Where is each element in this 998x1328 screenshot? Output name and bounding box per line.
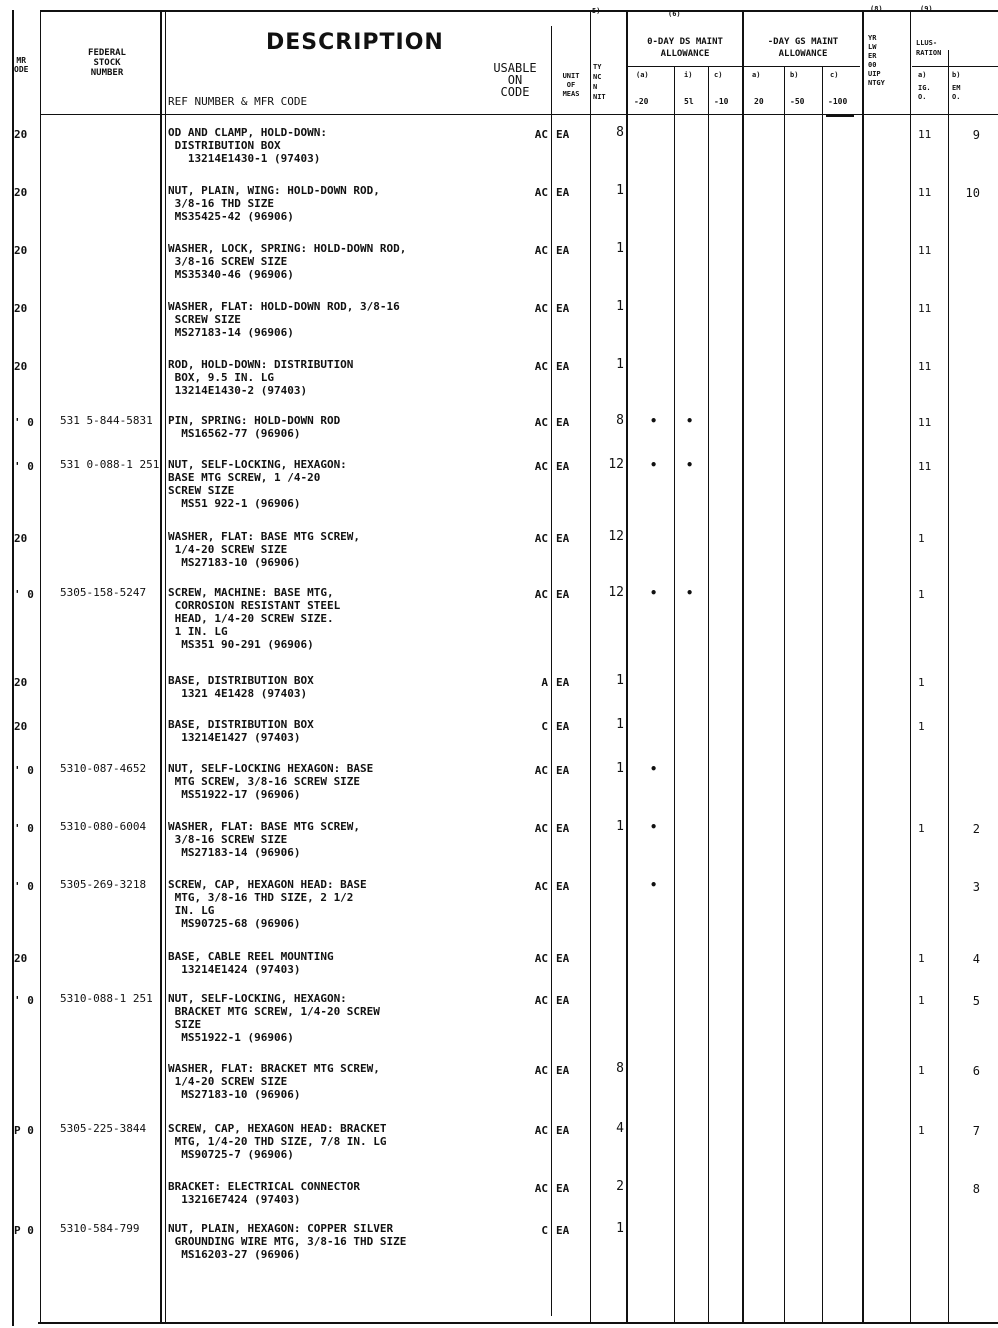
row-fig-number: 1 (918, 532, 925, 545)
header-gs-sub-c: c) (830, 71, 839, 79)
row-smr-code: 20 (14, 128, 28, 141)
row-stock-number: 5305-269-3218 (60, 878, 147, 891)
row-unit-of-measure: EA (556, 1182, 570, 1195)
row-fig-number: 1 (918, 588, 925, 601)
row-stock-number: 531 5-844-5831 (60, 414, 153, 427)
row-unit-of-measure: EA (556, 1064, 570, 1077)
row-usable-on-code: AC (534, 952, 548, 965)
header-col5: 5) (592, 7, 601, 15)
header-gs-sub2-a: 20 (754, 97, 764, 106)
row-usable-on-code: AC (534, 460, 548, 473)
col-rule-qty (626, 10, 628, 1324)
header-ds-sub2-b: 5l (684, 97, 694, 106)
row-description: WASHER, FLAT: BRACKET MTG SCREW, 1/4-20 SCREW SIZE MS27183-10 (96906) (168, 1062, 380, 1101)
row-unit-of-measure: EA (556, 822, 570, 835)
row-description: WASHER, FLAT: BASE MTG SCREW, 1/4-20 SCREW SIZE MS27183-10 (96906) (168, 530, 361, 569)
row-usable-on-code: AC (534, 416, 548, 429)
row-description: OD AND CLAMP, HOLD-DOWN: DISTRIBUTION BOX 13214E1430-1 (97403) (168, 126, 327, 165)
row-description: NUT, SELF-LOCKING HEXAGON: BASE MTG SCREW, 3/8-16 SCREW SIZE MS51922-17 (96906) (168, 762, 374, 801)
row-description: BASE, CABLE REEL MOUNTING 13214E1424 (97403) (168, 950, 334, 976)
row-qty: 2 (616, 1179, 624, 1194)
header-sub-rule-ill (912, 66, 998, 67)
header-ds-sub2-c: -10 (714, 97, 729, 106)
row-fig-number: 11 (918, 186, 932, 199)
header-ill-sub2-a: IG. O. (918, 84, 931, 101)
row-fig-number: 11 (918, 416, 932, 429)
header-gs-allowance: -DAY GS MAINT ALLOWANCE (767, 37, 839, 59)
row-smr-code: P 0 (14, 1224, 34, 1237)
row-smr-code: 20 (14, 186, 28, 199)
header-gs-sub2-c: -100 (828, 97, 848, 106)
header-yr-per-equip: YR LW ER 00 UIP NTGY (868, 34, 885, 87)
row-description: BRACKET: ELECTRICAL CONNECTOR 13216E7424 (97403) (168, 1180, 361, 1206)
row-unit-of-measure: EA (556, 302, 570, 315)
col-rule-fsn (160, 10, 162, 1324)
row-smr-code: 20 (14, 532, 28, 545)
row-item-number: 4 (972, 952, 980, 966)
header-federal-stock-number: FEDERAL STOCK NUMBER (88, 48, 126, 78)
row-unit-of-measure: EA (556, 186, 570, 199)
row-usable-on-code: AC (534, 880, 548, 893)
row-unit-of-measure: EA (556, 720, 570, 733)
header-ds-sub-b: i) (684, 71, 693, 79)
header-col6: (6) (668, 10, 681, 18)
row-unit-of-measure: EA (556, 952, 570, 965)
header-smr-code: MR ODE (14, 56, 29, 74)
col-rule-ds-a (674, 66, 675, 1324)
row-unit-of-measure: EA (556, 994, 570, 1007)
row-item-number: 3 (972, 880, 980, 894)
header-ill-sub-b: b) (952, 71, 961, 79)
header-unit-of-meas: UNIT OF MEAS (562, 72, 580, 98)
row-qty: 1 (616, 761, 624, 776)
row-qty: 8 (616, 1061, 624, 1076)
row-qty: 1 (616, 819, 624, 834)
row-qty: 12 (608, 529, 624, 544)
row-smr-code: 20 (14, 360, 28, 373)
row-usable-on-code: AC (534, 1182, 548, 1195)
row-unit-of-measure: EA (556, 532, 570, 545)
row-smr-code: 20 (14, 676, 28, 689)
row-fig-number: 1 (918, 676, 925, 689)
row-usable-on-code: AC (534, 822, 548, 835)
header-gs-sub-a: a) (752, 71, 761, 79)
header-ds-allowance: 0-DAY DS MAINT ALLOWANCE (647, 37, 723, 59)
row-qty: 1 (616, 717, 624, 732)
row-item-number: 9 (972, 128, 980, 142)
row-qty: 12 (608, 457, 624, 472)
row-smr-code: ' 0 (14, 460, 34, 473)
page-title: DESCRIPTION (266, 30, 444, 55)
row-usable-on-code: AC (534, 302, 548, 315)
row-usable-on-code: C (541, 1224, 548, 1237)
col-rule-ds (742, 10, 744, 1324)
header-illustration: LLUS- RATION (916, 39, 942, 57)
row-smr-code: ' 0 (14, 764, 34, 777)
row-qty: 1 (616, 299, 624, 314)
col-rule-gs-b (822, 66, 823, 1324)
row-fig-number: 1 (918, 952, 925, 965)
row-unit-of-measure: EA (556, 676, 570, 689)
col-rule-ds-b (708, 66, 709, 1324)
row-stock-number: 5310-088-1 251 (60, 992, 153, 1005)
row-stock-number: 5310-584-799 (60, 1222, 140, 1235)
row-fig-number: 1 (918, 994, 925, 1007)
row-qty: 8 (616, 125, 624, 140)
row-qty: 1 (616, 673, 624, 688)
row-stock-number: 531 0-088-1 251 (60, 458, 160, 471)
header-ill-sub2-b: EM O. (952, 84, 961, 101)
row-stock-number: 5305-158-5247 (60, 586, 147, 599)
row-qty: 4 (616, 1121, 624, 1136)
col-rule-smr (40, 10, 41, 1324)
row-description: BASE, DISTRIBUTION BOX 1321 4E1428 (97403) (168, 674, 314, 700)
header-bottom-tick (826, 114, 854, 117)
row-usable-on-code: AC (534, 764, 548, 777)
row-description: SCREW, MACHINE: BASE MTG, CORROSION RESISTANT STEEL HEAD, 1/4-20 SCREW SIZE. 1 IN. LG MS351 90-291 (96906) (168, 586, 341, 651)
header-bottom-rule (40, 114, 998, 115)
frame-top-rule (40, 10, 998, 12)
row-usable-on-code: C (541, 720, 548, 733)
row-stock-number: 5310-087-4652 (60, 762, 147, 775)
header-ds-sub-c: c) (714, 71, 723, 79)
row-unit-of-measure: EA (556, 1224, 570, 1237)
row-item-number: 6 (972, 1064, 980, 1078)
frame-bottom-rule (38, 1322, 998, 1324)
row-smr-code: ' 0 (14, 416, 34, 429)
header-sub-rule-gs (744, 66, 860, 67)
row-usable-on-code: AC (534, 532, 548, 545)
row-smr-code: 20 (14, 302, 28, 315)
col-rule-ill (948, 50, 949, 1324)
row-fig-number: 1 (918, 1064, 925, 1077)
row-ds-allowance-a: • (650, 414, 658, 428)
row-smr-code: ' 0 (14, 588, 34, 601)
row-description: ROD, HOLD-DOWN: DISTRIBUTION BOX, 9.5 IN. LG 13214E1430-2 (97403) (168, 358, 354, 397)
row-ds-allowance-b: • (686, 586, 694, 600)
row-item-number: 2 (972, 822, 980, 836)
row-qty: 8 (616, 413, 624, 428)
row-usable-on-code: AC (534, 994, 548, 1007)
row-fig-number: 1 (918, 1124, 925, 1137)
row-smr-code: ' 0 (14, 994, 34, 1007)
row-usable-on-code: AC (534, 588, 548, 601)
row-unit-of-measure: EA (556, 128, 570, 141)
row-description: NUT, PLAIN, WING: HOLD-DOWN ROD, 3/8-16 THD SIZE MS35425-42 (96906) (168, 184, 380, 223)
row-unit-of-measure: EA (556, 764, 570, 777)
header-gs-sub-b: b) (790, 71, 799, 79)
row-usable-on-code: A (541, 676, 548, 689)
row-qty: 1 (616, 1221, 624, 1236)
row-unit-of-measure: EA (556, 244, 570, 257)
row-description: NUT, SELF-LOCKING, HEXAGON: BASE MTG SCREW, 1 /4-20 SCREW SIZE MS51 922-1 (96906) (168, 458, 347, 510)
header-col8: (8) (870, 5, 883, 13)
col-rule-gs-a (784, 66, 785, 1324)
row-usable-on-code: AC (534, 1064, 548, 1077)
row-fig-number: 1 (918, 822, 925, 835)
row-smr-code: ' 0 (14, 880, 34, 893)
row-smr-code: 20 (14, 952, 28, 965)
header-gs-sub2-b: -50 (790, 97, 805, 106)
row-description: SCREW, CAP, HEXAGON HEAD: BASE MTG, 3/8-16 THD SIZE, 2 1/2 IN. LG MS90725-68 (96906) (168, 878, 367, 930)
row-smr-code: 20 (14, 244, 28, 257)
row-qty: 1 (616, 357, 624, 372)
row-unit-of-measure: EA (556, 360, 570, 373)
row-unit-of-measure: EA (556, 1124, 570, 1137)
row-ds-allowance-a: • (650, 820, 658, 834)
row-unit-of-measure: EA (556, 880, 570, 893)
row-description: NUT, PLAIN, HEXAGON: COPPER SILVER GROUNDING WIRE MTG, 3/8-16 THD SIZE MS16203-27 (96906) (168, 1222, 407, 1261)
row-item-number: 7 (972, 1124, 980, 1138)
row-smr-code: 20 (14, 720, 28, 733)
row-ds-allowance-a: • (650, 458, 658, 472)
row-usable-on-code: AC (534, 1124, 548, 1137)
row-fig-number: 11 (918, 460, 932, 473)
header-ref-number: REF NUMBER & MFR CODE (168, 95, 308, 108)
row-usable-on-code: AC (534, 360, 548, 373)
header-ds-sub2-a: -20 (634, 97, 649, 106)
row-qty: 1 (616, 183, 624, 198)
col-rule-gs (862, 10, 864, 1324)
header-ds-sub-a: (a) (636, 71, 649, 79)
header-col9: (9) (920, 5, 933, 13)
header-ill-sub-a: a) (918, 71, 927, 79)
row-description: NUT, SELF-LOCKING, HEXAGON: BRACKET MTG SCREW, 1/4-20 SCREW SIZE MS51922-1 (96906) (168, 992, 380, 1044)
row-fig-number: 11 (918, 244, 932, 257)
row-fig-number: 11 (918, 302, 932, 315)
col-rule-yr (910, 10, 911, 1324)
row-description: WASHER, FLAT: BASE MTG SCREW, 3/8-16 SCREW SIZE MS27183-14 (96906) (168, 820, 361, 859)
row-item-number: 8 (972, 1182, 980, 1196)
row-stock-number: 5305-225-3844 (60, 1122, 147, 1135)
row-qty: 12 (608, 585, 624, 600)
row-description: WASHER, FLAT: HOLD-DOWN ROD, 3/8-16 SCREW SIZE MS27183-14 (96906) (168, 300, 400, 339)
row-description: BASE, DISTRIBUTION BOX 13214E1427 (97403) (168, 718, 314, 744)
row-unit-of-measure: EA (556, 416, 570, 429)
row-unit-of-measure: EA (556, 588, 570, 601)
row-ds-allowance-a: • (650, 586, 658, 600)
col-rule-usable (551, 26, 552, 1316)
row-ds-allowance-b: • (686, 414, 694, 428)
col-rule-fsn-2 (165, 10, 166, 1324)
row-ds-allowance-a: • (650, 878, 658, 892)
row-description: WASHER, LOCK, SPRING: HOLD-DOWN ROD, 3/8-16 SCREW SIZE MS35340-46 (96906) (168, 242, 407, 281)
row-qty: 1 (616, 241, 624, 256)
row-smr-code: P 0 (14, 1124, 34, 1137)
col-rule-unit (590, 10, 591, 1324)
row-ds-allowance-a: • (650, 762, 658, 776)
row-stock-number: 5310-080-6004 (60, 820, 147, 833)
row-ds-allowance-b: • (686, 458, 694, 472)
row-usable-on-code: AC (534, 186, 548, 199)
row-usable-on-code: AC (534, 244, 548, 257)
row-unit-of-measure: EA (556, 460, 570, 473)
row-description: SCREW, CAP, HEXAGON HEAD: BRACKET MTG, 1/4-20 THD SIZE, 7/8 IN. LG MS90725-7 (96906) (168, 1122, 387, 1161)
row-usable-on-code: AC (534, 128, 548, 141)
header-qty-inc-unit: TY NC N NIT (593, 63, 606, 101)
row-item-number: 10 (965, 186, 980, 200)
row-item-number: 5 (972, 994, 980, 1008)
row-fig-number: 11 (918, 360, 932, 373)
row-fig-number: 11 (918, 128, 932, 141)
header-usable-on-code: USABLE ON CODE (493, 61, 537, 99)
row-fig-number: 1 (918, 720, 925, 733)
row-smr-code: ' 0 (14, 822, 34, 835)
row-description: PIN, SPRING: HOLD-DOWN ROD MS16562-77 (96906) (168, 414, 341, 440)
